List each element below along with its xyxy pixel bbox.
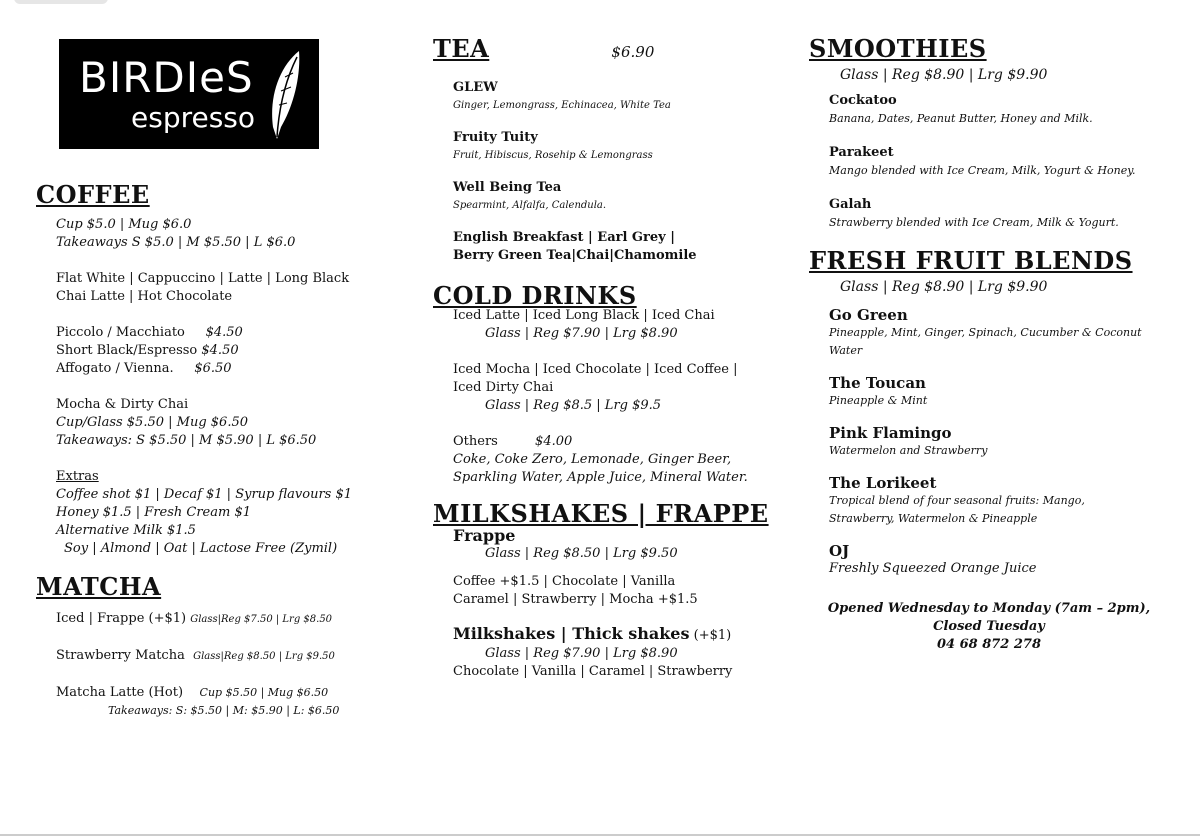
coffee-mocha-price-1: Cup/Glass $5.50 | Mug $6.50: [56, 415, 249, 430]
fresh-lorikeet: The Lorikeet: [829, 474, 937, 492]
matcha-latte-takeaway: Takeaways: S: $5.50 | M: $5.90 | L: $6.50: [108, 704, 340, 717]
coffee-affogato: Affogato / Vienna. $6.50: [56, 361, 232, 376]
fresh-price: Glass | Reg $8.90 | Lrg $9.90: [840, 279, 1048, 295]
coffee-mocha: Mocha & Dirty Chai: [56, 397, 189, 412]
cold-others-1: Coke, Coke Zero, Lemonade, Ginger Beer,: [453, 452, 732, 467]
logo-text-main: BIRDIeS: [79, 53, 254, 102]
hours-line-2: Closed Tuesday: [933, 619, 1045, 634]
frappe-flavours-2: Caramel | Strawberry | Mocha +$1.5: [453, 592, 698, 607]
tea-wellbeing: Well Being Tea: [453, 180, 562, 195]
phone-number: 04 68 872 278: [936, 637, 1042, 652]
tea-fruity: Fruity Tuity: [453, 130, 538, 145]
smoothie-parakeet: Parakeet: [829, 145, 894, 160]
fresh-flamingo-desc: Watermelon and Strawberry: [829, 444, 988, 457]
cold-heading: COLD DRINKS: [433, 281, 637, 310]
fresh-heading: FRESH FRUIT BLENDS: [809, 246, 1133, 275]
fresh-go-green: Go Green: [829, 306, 908, 324]
milkshakes-price: Glass | Reg $7.90 | Lrg $8.90: [485, 646, 678, 661]
cold-iced-2b: Iced Dirty Chai: [453, 380, 554, 395]
tea-glew-desc: Ginger, Lemongrass, Echinacea, White Tea: [453, 100, 671, 111]
tea-heading-row: [433, 34, 793, 63]
matcha-heading: MATCHA: [36, 572, 162, 601]
extras-title: Extras: [56, 469, 99, 484]
smoothies-heading: SMOOTHIES: [809, 34, 987, 63]
coffee-mocha-price-2: Takeaways: S $5.50 | M $5.90 | L $6.50: [56, 433, 317, 448]
cold-others-2: Sparkling Water, Apple Juice, Mineral Water.: [453, 470, 748, 485]
extras-3: Alternative Milk $1.5: [56, 523, 196, 538]
smoothie-cockatoo-desc: Banana, Dates, Peanut Butter, Honey and Milk.: [829, 112, 1093, 125]
fresh-go-green-desc-1: Pineapple, Mint, Ginger, Spinach, Cucumber & Coconut: [829, 326, 1142, 339]
tea-english-1: English Breakfast | Earl Grey |: [453, 230, 675, 245]
smoothies-price: Glass | Reg $8.90 | Lrg $9.90: [840, 67, 1048, 83]
hours-line-1: Opened Wednesday to Monday (7am – 2pm),: [827, 601, 1151, 616]
frappe-title: Frappe: [453, 526, 516, 545]
frappe-flavours-1: Coffee +$1.5 | Chocolate | Vanilla: [453, 574, 676, 589]
tea-english-2: Berry Green Tea|Chai|Chamomile: [453, 248, 697, 263]
tea-wellbeing-desc: Spearmint, Alfalfa, Calendula.: [453, 200, 607, 211]
cold-others: Others $4.00: [453, 434, 573, 449]
smoothie-cockatoo: Cockatoo: [829, 93, 897, 108]
tea-heading: TEA: [433, 34, 490, 63]
cold-iced-1-price: Glass | Reg $7.90 | Lrg $8.90: [485, 326, 678, 341]
fresh-lorikeet-desc-1: Tropical blend of four seasonal fruits: Mango,: [829, 494, 1085, 507]
fresh-oj-desc: Freshly Squeezed Orange Juice: [829, 561, 1037, 576]
cold-iced-2-price: Glass | Reg $8.5 | Lrg $9.5: [485, 398, 662, 413]
extras-4: Soy | Almond | Oat | Lactose Free (Zymil): [64, 541, 338, 556]
coffee-list-2: Chai Latte | Hot Chocolate: [56, 289, 233, 304]
extras-2: Honey $1.5 | Fresh Cream $1: [56, 505, 252, 520]
tea-glew: GLEW: [453, 80, 498, 95]
coffee-price-cup: Cup $5.0 | Mug $6.0: [56, 217, 192, 232]
smoothie-galah-desc: Strawberry blended with Ice Cream, Milk & Yogurt.: [829, 216, 1119, 229]
cold-iced-2a: Iced Mocha | Iced Chocolate | Iced Coffee |: [453, 362, 738, 377]
milkshakes-title: Milkshakes | Thick shakes (+$1): [453, 624, 732, 643]
fresh-toucan-desc: Pineapple & Mint: [829, 394, 928, 407]
logo-text-sub: espresso: [131, 101, 256, 134]
tea-price: $6.90: [611, 43, 655, 61]
extras-1: Coffee shot $1 | Decaf $1 | Syrup flavours $1: [56, 487, 353, 502]
column-left: [36, 180, 396, 720]
milkshakes-flavours: Chocolate | Vanilla | Caramel | Strawberry: [453, 664, 733, 679]
coffee-list-1: Flat White | Cappuccino | Latte | Long Black: [56, 271, 350, 286]
smoothie-galah: Galah: [829, 197, 872, 212]
fresh-lorikeet-desc-2: Strawberry, Watermelon & Pineapple: [829, 512, 1038, 525]
milkshakes-heading: MILKSHAKES | FRAPPE: [433, 499, 769, 528]
logo: [59, 39, 319, 149]
fresh-toucan: The Toucan: [829, 374, 926, 392]
column-right: [809, 34, 1189, 654]
frappe-price: Glass | Reg $8.50 | Lrg $9.50: [485, 546, 678, 561]
tea-fruity-desc: Fruit, Hibiscus, Rosehip & Lemongrass: [453, 150, 653, 161]
smoothie-parakeet-desc: Mango blended with Ice Cream, Milk, Yogurt & Honey.: [829, 164, 1136, 177]
matcha-strawberry: Strawberry Matcha Glass|Reg $8.50 | Lrg $9.50: [56, 648, 335, 663]
fresh-oj: OJ: [829, 542, 850, 560]
matcha-iced: Iced | Frappe (+$1) Glass|Reg $7.50 | Lrg $8.50: [56, 611, 333, 626]
feather-icon: [259, 47, 305, 143]
top-tab: [14, 0, 108, 4]
fresh-go-green-desc-2: Water: [829, 344, 863, 357]
coffee-piccolo: Piccolo / Macchiato $4.50: [56, 325, 243, 340]
matcha-latte: Matcha Latte (Hot) Cup $5.50 | Mug $6.50: [56, 685, 329, 700]
column-middle: [433, 34, 793, 681]
fresh-flamingo: Pink Flamingo: [829, 424, 952, 442]
coffee-price-takeaway: Takeaways S $5.0 | M $5.50 | L $6.0: [56, 235, 296, 250]
coffee-short: Short Black/Espresso $4.50: [56, 343, 239, 358]
cold-iced-1: Iced Latte | Iced Long Black | Iced Chai: [453, 308, 715, 323]
coffee-heading: COFFEE: [36, 180, 150, 209]
